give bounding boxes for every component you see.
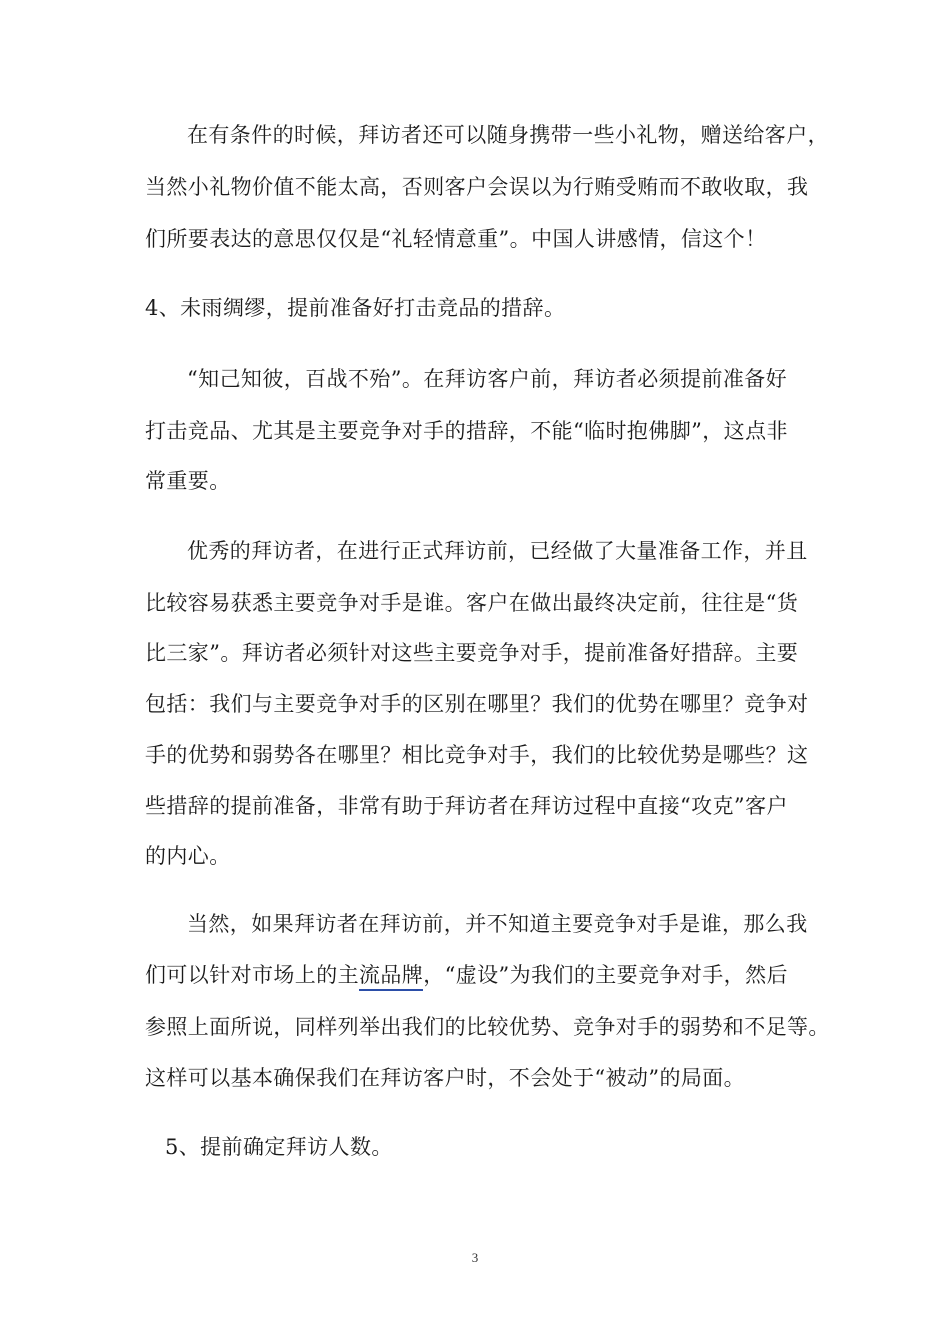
- paragraph-line: “知己知彼，百战不殆”。在拜访客户前，拜访者必须提前准备好: [187, 367, 788, 391]
- section-heading-5: 5、提前确定拜访人数。: [165, 1135, 393, 1159]
- paragraph-line: 参照上面所说，同样列举出我们的比较优势、竞争对手的弱势和不足等。: [145, 1015, 830, 1039]
- paragraph-line: 当然，如果拜访者在拜访前，并不知道主要竞争对手是谁，那么我: [187, 912, 808, 936]
- paragraph-text: 们可以针对市场上的主: [145, 963, 359, 987]
- page-number: 3: [471, 1250, 479, 1265]
- paragraph-line: 这样可以基本确保我们在拜访客户时，不会处于“被动”的局面。: [145, 1066, 746, 1090]
- paragraph-line: 比较容易获悉主要竞争对手是谁。客户在做出最终决定前，往往是“货: [145, 591, 799, 615]
- paragraph-line: [145, 960, 788, 990]
- paragraph-line: 手的优势和弱势各在哪里？相比竞争对手，我们的比较优势是哪些？这: [145, 743, 809, 767]
- paragraph-line: 在有条件的时候，拜访者还可以随身携带一些小礼物，赠送给客户，: [187, 123, 829, 147]
- paragraph-line: 当然小礼物价值不能太高，否则客户会误以为行贿受贿而不敢收取，我: [145, 175, 809, 199]
- paragraph-line: 打击竞品、尤其是主要竞争对手的措辞，不能“临时抱佛脚”，这点非: [145, 419, 788, 443]
- paragraph-line: 比三家”。拜访者必须针对这些主要竞争对手，提前准备好措辞。主要: [145, 641, 799, 665]
- paragraph-line: 的内心。: [145, 844, 231, 868]
- paragraph-line: 优秀的拜访者，在进行正式拜访前，已经做了大量准备工作，并且: [187, 539, 808, 563]
- paragraph-line: 常重要。: [145, 469, 231, 493]
- paragraph-text: ，“虚设”为我们的主要竞争对手，然后: [423, 963, 788, 987]
- brand-link[interactable]: 流品牌: [359, 963, 423, 991]
- section-heading-4: 4、未雨绸缪，提前准备好打击竞品的措辞。: [145, 296, 566, 320]
- paragraph-line: 们所要表达的意思仅仅是“礼轻情意重”。中国人讲感情，信这个！: [145, 227, 767, 251]
- paragraph-line: 些措辞的提前准备，非常有助于拜访者在拜访过程中直接“攻克”客户: [145, 794, 788, 818]
- paragraph-line: 包括：我们与主要竞争对手的区别在哪里？我们的优势在哪里？竞争对: [145, 692, 809, 716]
